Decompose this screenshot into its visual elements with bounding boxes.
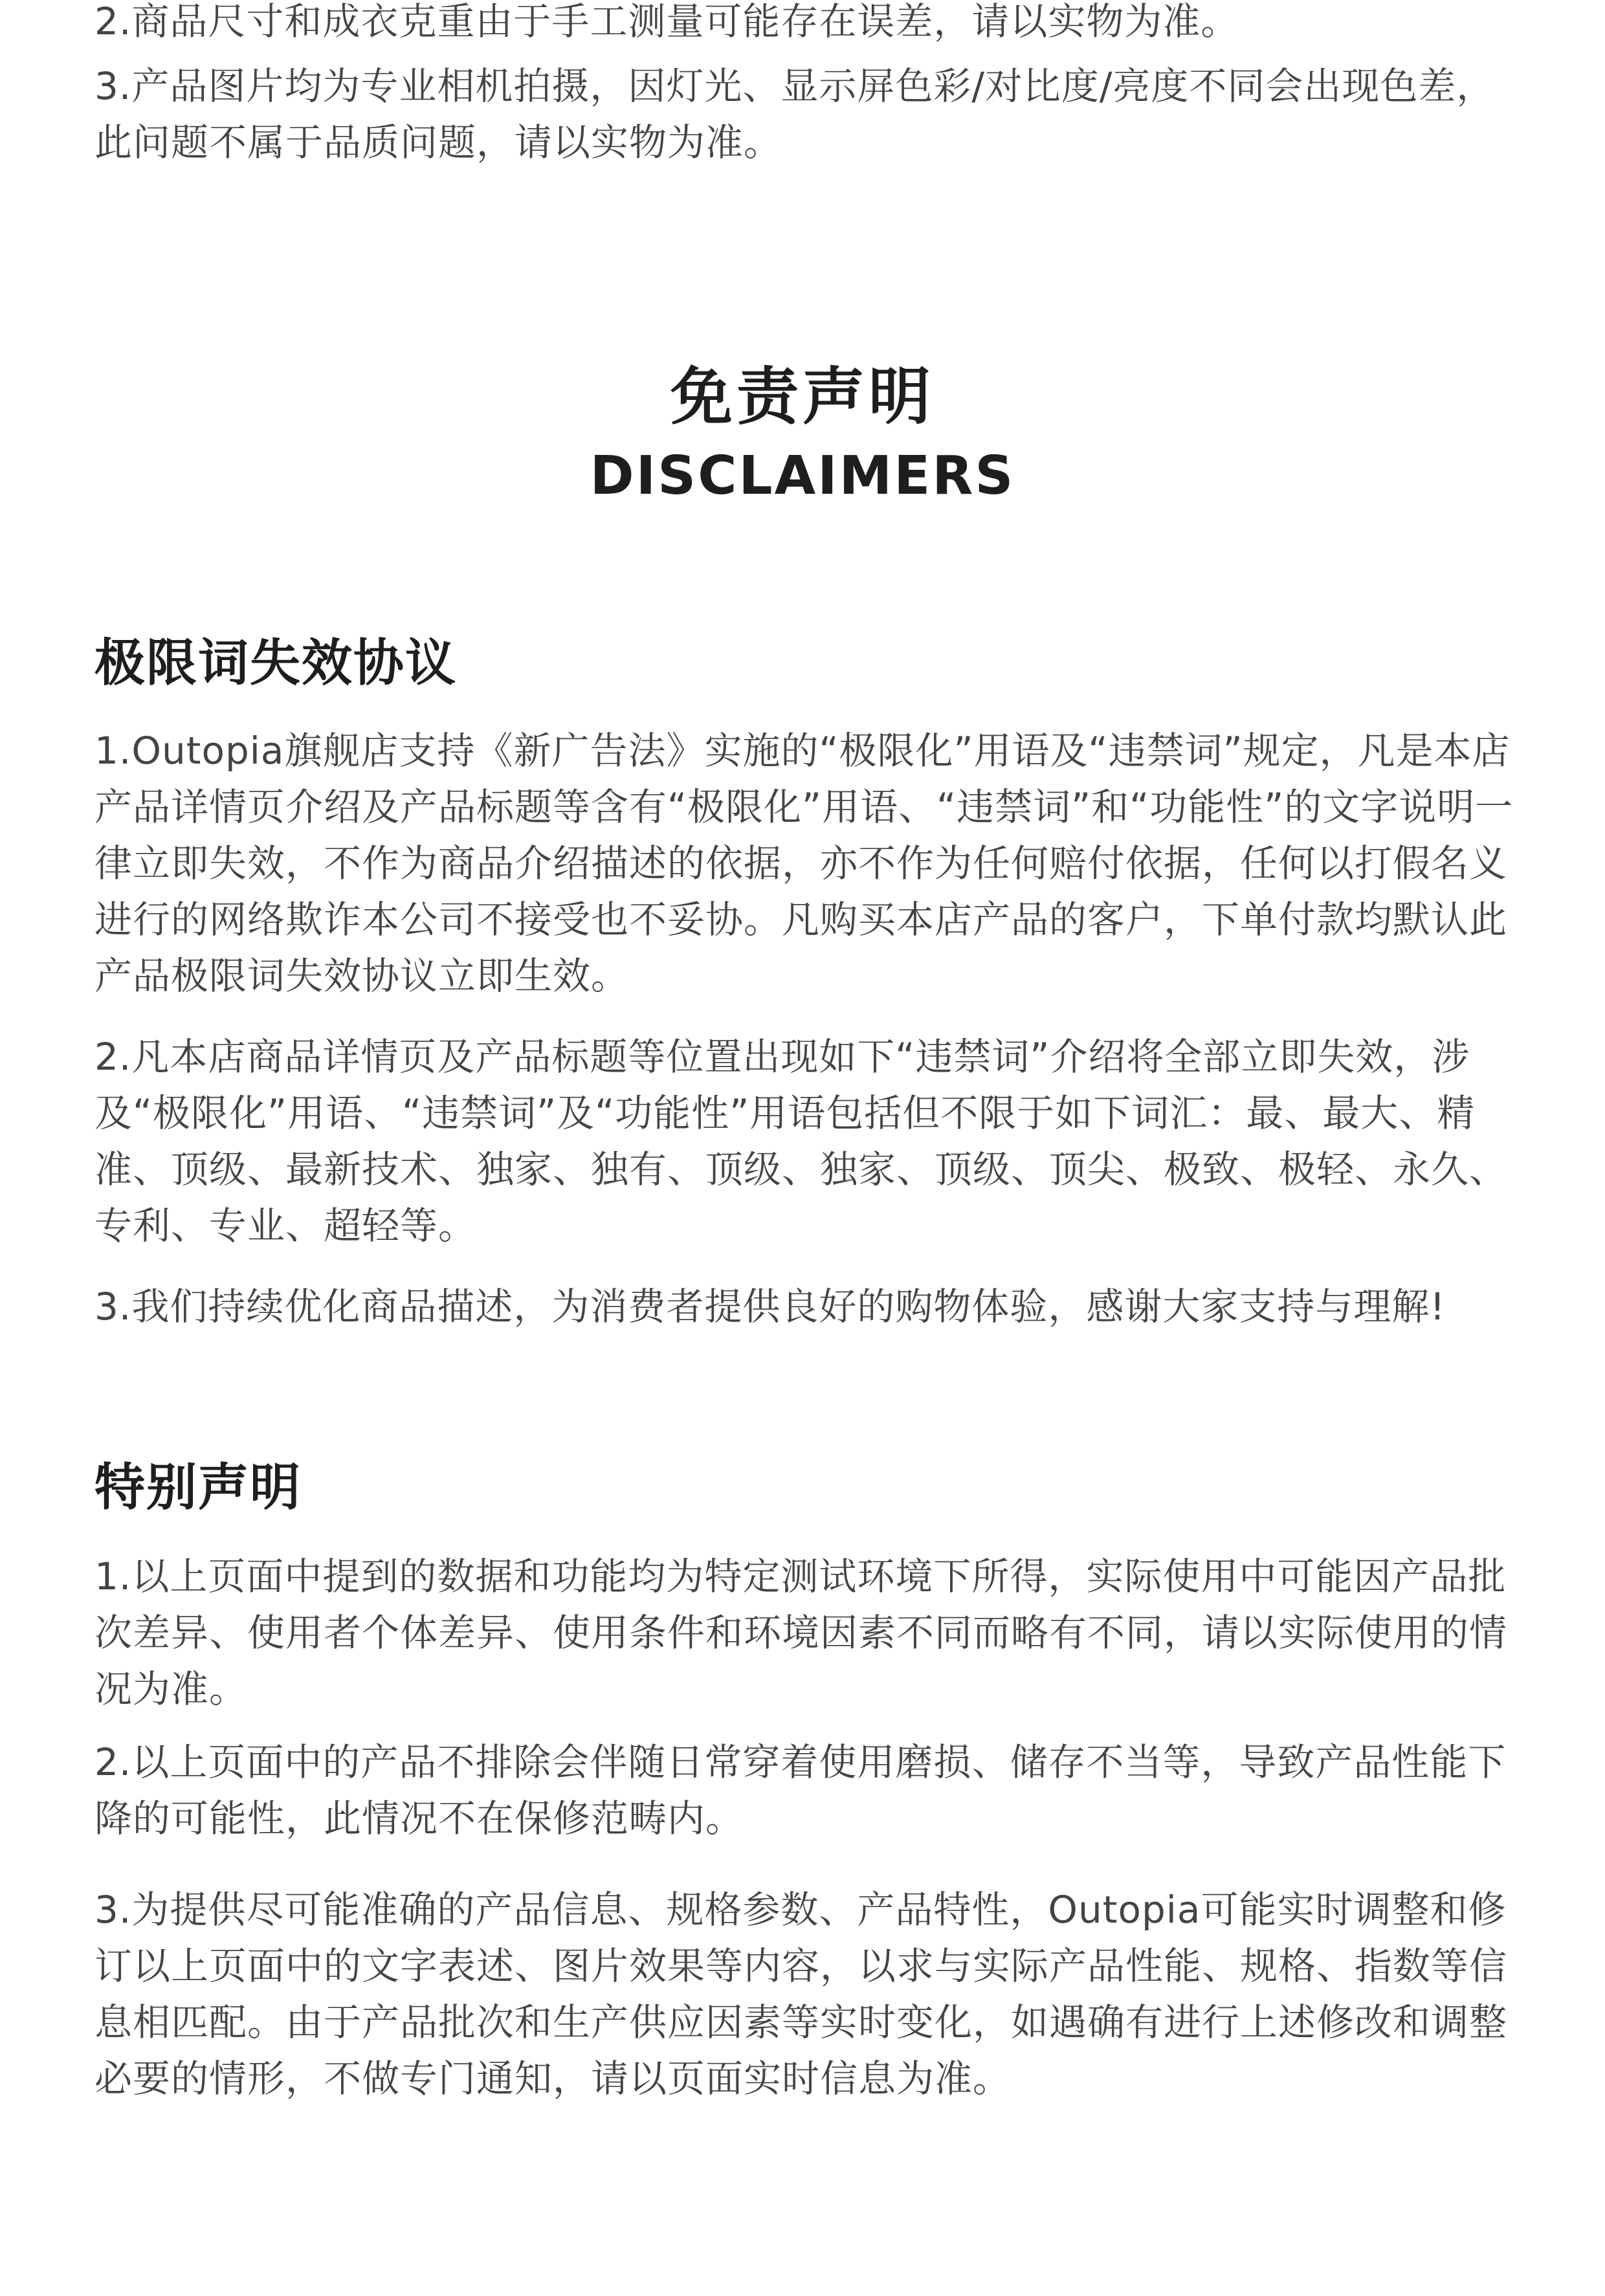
special-heading: 特别声明	[94, 1459, 302, 1517]
limit-words-heading: 极限词失效协议	[94, 634, 458, 692]
disclaimer-title-cn: 免责声明	[670, 360, 935, 433]
disclaimer-title-en: DISCLAIMERS	[590, 445, 1015, 507]
special-item-2: 2.以上页面中的产品不排除会伴随日常穿着使用磨损、储存不当等，导致产品性能下降的可能性，此情况不在保修范畴内。	[94, 1740, 1507, 1840]
special-item-1: 1.以上页面中提到的数据和功能均为特定测试环境下所得，实际使用中可能因产品批次差异、使用者个体差异、使用条件和环境因素不同而略有不同，请以实际使用的情况为准。	[94, 1554, 1508, 1711]
note-measurement: 2.商品尺寸和成衣克重由于手工测量可能存在误差，请以实物为准。	[94, 0, 1239, 43]
limit-words-item-2: 2.凡本店商品详情页及产品标题等位置出现如下“违禁词”介绍将全部立即失效，涉及“极限化”用语、“违禁词”及“功能性”用语包括但不限于如下词汇：最、最大、精准、顶级、最新技术、独家、独有、顶级、独家、顶级、顶尖、极致、极轻、永久、专利、专业、超轻等。	[94, 1035, 1508, 1248]
limit-words-item-1: 1.Outopia旗舰店支持《新广告法》实施的“极限化”用语及“违禁词”规定，凡是本店产品详情页介绍及产品标题等含有“极限化”用语、“违禁词”和“功能性”的文字说明一律立即失效，不作为商品介绍描述的依据，亦不作为任何赔付依据，任何以打假名义进行的网络欺诈本公司不接受也不妥协。凡购买本店产品的客户，下单付款均默认此产品极限词失效协议立即生效。	[94, 729, 1514, 998]
special-item-3: 3.为提供尽可能准确的产品信息、规格参数、产品特性，Outopia可能实时调整和修订以上页面中的文字表述、图片效果等内容，以求与实际产品性能、规格、指数等信息相匹配。由于产品批次和生产供应因素等实时变化，如遇确有进行上述修改和调整必要的情形，不做专门通知，请以页面实时信息为准。	[94, 1888, 1508, 2101]
note-color-difference: 3.产品图片均为专业相机拍摄，因灯光、显示屏色彩/对比度/亮度不同会出现色差，此问题不属于品质问题，请以实物为准。	[94, 64, 1495, 164]
limit-words-item-3: 3.我们持续优化商品描述，为消费者提供良好的购物体验，感谢大家支持与理解!	[94, 1285, 1446, 1329]
